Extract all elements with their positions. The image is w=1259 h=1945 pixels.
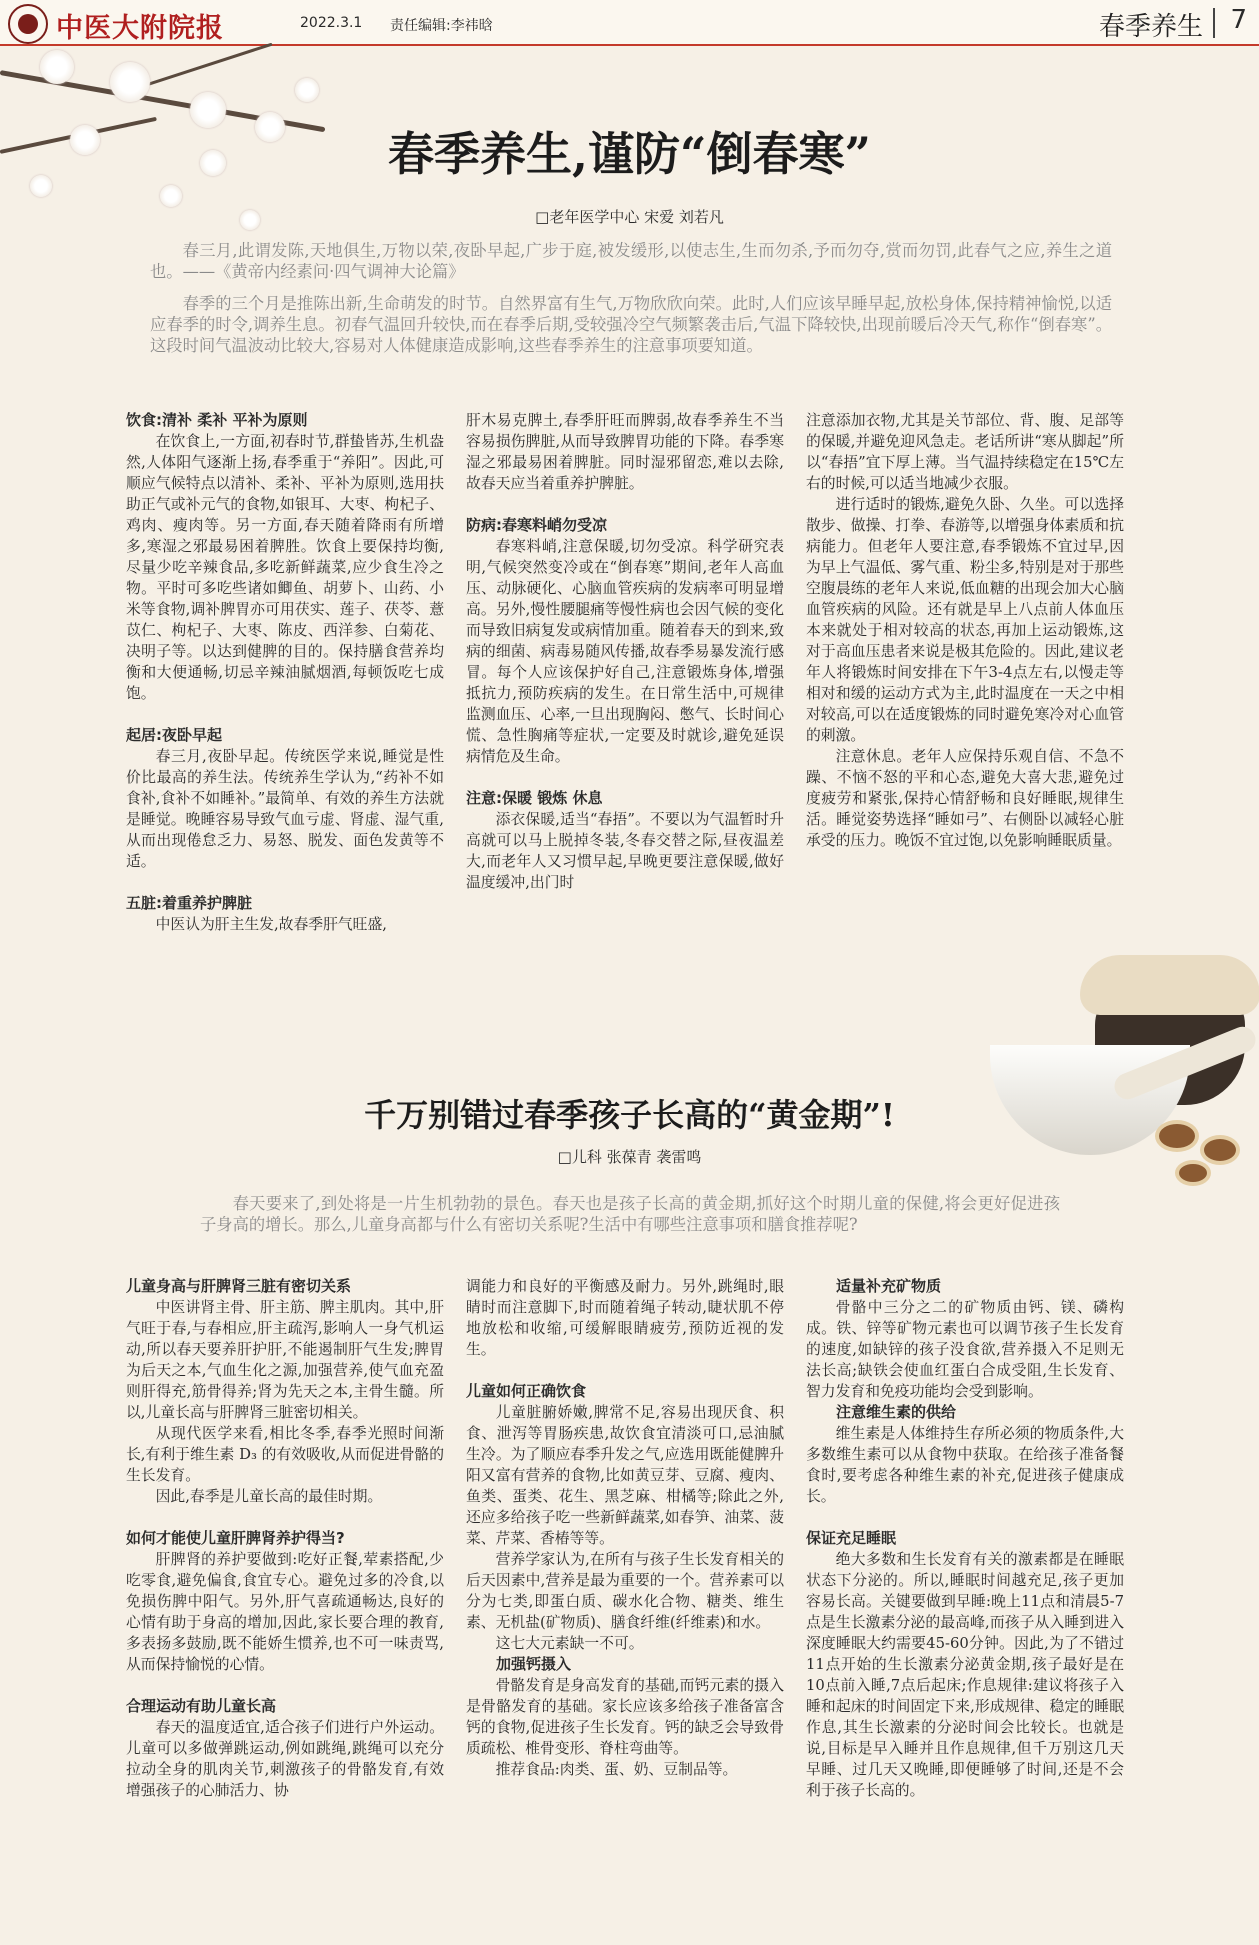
section-heading: 保证充足睡眠: [806, 1529, 897, 1547]
paragraph: 注意休息。老年人应保持乐观自信、不急不躁、不恼不怒的平和心态,避免大喜大悲,避免过度疲劳和紧张,保持心情舒畅和良好睡眠,规律生活。睡觉姿势选择“睡如弓”、右侧卧以减轻心脏承受的压力。晚饭不宜过饱,以免影响睡眠质量。: [806, 748, 1124, 849]
paragraph: 添衣保暖,适当“春捂”。不要以为气温暂时升高就可以马上脱掉冬装,冬春交替之际,昼夜温差大,而老年人又习惯早起,早晚更要注意保暖,做好温度缓冲,出门时: [466, 811, 784, 891]
paragraph: 在饮食上,一方面,初春时节,群蛰皆苏,生机盎然,人体阳气逐渐上扬,春季重于“养阳”。因此,可顺应气候特点以清补、柔补、平补为原则,选用扶助正气或补元气的食物,如银耳、大枣、枸杞子、鸡肉、瘦肉等。另一方面,春天随着降雨有所增多,寒湿之邪最易困着脾胜。饮食上要保持均衡,尽量少吃辛辣食品,多吃新鲜蔬菜,应少食生冷之物。平时可多吃些诸如鲫鱼、胡萝卜、山药、小米等食物,调补脾胃亦可用茯实、莲子、茯苓、薏苡仁、枸杞子、大枣、陈皮、西洋参、白菊花、决明子等。以达到健脾的目的。保持膳食营养均衡和大便通畅,切忌辛辣油腻烟酒,每顿饭吃七成饱。: [126, 433, 444, 702]
spacer: [466, 767, 784, 788]
article-column: [466, 1276, 784, 1780]
article-column: [126, 1276, 444, 1801]
section-heading: 合理运动有助儿童长高: [126, 1697, 277, 1715]
spacer: [126, 1507, 444, 1528]
paragraph: 春寒料峭,注意保暖,切勿受凉。科学研究表明,气候突然变冷或在“倒春寒”期间,老年人高血压、动脉硬化、心脑血管疾病的发病率可明显增高。另外,慢性腰腿痛等慢性病也会因气候的变化而导致旧病复发或病情加重。随着春天的到来,致病的细菌、病毒易随风传播,故春季易暴发流行感冒。每个人应该保护好自己,注意锻炼身体,增强抵抗力,预防疾病的发生。在日常生活中,可规律监测血压、心率,一旦出现胸闷、憋气、长时间心慌、急性胸痛等症状,一定要及时就诊,避免延误病情危及生命。: [466, 538, 784, 765]
sub-heading: 加强钙摄入: [496, 1655, 572, 1673]
section-heading: 如何才能使儿童肝脾肾养护得当?: [126, 1529, 345, 1547]
article-byline: □儿科 张葆青 袭雷鸣: [557, 1148, 702, 1166]
spacer: [806, 1507, 1124, 1528]
editor-credit: 责任编辑:李祎晗: [390, 18, 493, 34]
logo-icon: [8, 4, 48, 44]
paragraph: 推荐食品:肉类、蛋、奶、豆制品等。: [495, 1761, 738, 1778]
spacer: [126, 872, 444, 893]
article-intro-quote: 春三月,此谓发陈,天地俱生,万物以荣,夜卧早起,广步于庭,被发缓形,以使志生,生而勿杀,予而勿夺,赏而勿罚,此春气之应,养生之道也。——《黄帝内经素问·四气调神大论篇》: [150, 241, 1112, 281]
spacer: [466, 1360, 784, 1381]
article-column: [126, 410, 444, 935]
section-heading: 防病:春寒料峭勿受凉: [466, 516, 607, 534]
paragraph: 春三月,夜卧早起。传统医学来说,睡觉是性价比最高的养生法。传统养生学认为,“药补不如食补,食补不如睡补。”最简单、有效的养生方法就是睡觉。晚睡容易导致气血亏虚、肾虚、湿气重,从而出现倦怠乏力、易怒、脱发、面色发黄等不适。: [126, 748, 444, 870]
spacer: [466, 494, 784, 515]
page-number: 7: [1230, 5, 1247, 35]
section-heading: 饮食:清补 柔补 平补为原则: [126, 411, 308, 429]
spacer: [126, 1675, 444, 1696]
page-header: [0, 0, 1259, 46]
article-intro: 春季的三个月是推陈出新,生命萌发的时节。自然界富有生气,万物欣欣向荣。此时,人们应该早睡早起,放松身体,保持精神愉悦,以适应春季的时令,调养生息。初春气温回升较快,而在春季后期,受较强冷空气频繁袭击后,气温下降较快,出现前暖后冷天气,称作“倒春寒”。这段时间气温波动比较大,容易对人体健康造成影响,这些春季养生的注意事项要知道。: [150, 294, 1112, 355]
article-title: 春季养生,谨防“倒春寒”: [388, 127, 871, 181]
issue-date: 2022.3.1: [300, 15, 363, 31]
article-title: 千万别错过春季孩子长高的“黄金期”!: [364, 1096, 895, 1134]
sub-heading: 注意维生素的供给: [836, 1403, 957, 1421]
section-heading: 儿童如何正确饮食: [466, 1382, 587, 1400]
paragraph: 春天的温度适宜,适合孩子们进行户外运动。儿童可以多做弹跳运动,例如跳绳,跳绳可以充分拉动全身的肌肉关节,刺激孩子的骨骼发育,有效增强孩子的心肺活力、协: [126, 1719, 444, 1799]
paragraph: 营养学家认为,在所有与孩子生长发育相关的后天因素中,营养是最为重要的一个。营养素可以分为七类,即蛋白质、碳水化合物、糖类、维生素、无机盐(矿物质)、膳食纤维(纤维素)和水。: [466, 1551, 784, 1631]
article-intro: 春天要来了,到处将是一片生机勃勃的景色。春天也是孩子长高的黄金期,抓好这个时期儿童的保健,将会更好促进孩子身高的增长。那么,儿童身高都与什么有密切关系呢?生活中有哪些注意事项和膳食推荐呢?: [200, 1194, 1060, 1234]
divider: [1213, 8, 1215, 38]
section-heading: 五脏:着重养护脾脏: [126, 894, 252, 912]
masthead: 中医大附院报: [56, 13, 224, 44]
paragraph: 骨骼发育是身高发育的基础,而钙元素的摄入是骨骼发育的基础。家长应该多给孩子准备富含钙的食物,促进孩子生长发育。钙的缺乏会导致骨质疏松、椎骨变形、脊柱弯曲等。: [466, 1677, 784, 1757]
article-column: [806, 410, 1124, 851]
paragraph: 中医认为肝主生发,故春季肝气旺盛,: [155, 916, 387, 933]
section-title: 春季养生: [1098, 12, 1203, 42]
paragraph: 调能力和良好的平衡感及耐力。另外,跳绳时,眼睛时而注意脚下,时而随着绳子转动,睫状肌不停地放松和收缩,可缓解眼睛疲劳,预防近视的发生。: [466, 1278, 784, 1358]
sub-heading: 适量补充矿物质: [836, 1277, 942, 1295]
paragraph: 这七大元素缺一不可。: [495, 1635, 644, 1652]
paragraph: 肝脾肾的养护要做到:吃好正餐,荤素搭配,少吃零食,避免偏食,食宜专心。避免过多的冷食,以免损伤脾中阳气。另外,肝气喜疏通畅达,良好的心情有助于身高的增加,因此,家长要合理的教育,多表扬多鼓励,既不能娇生惯养,也不可一味责骂,从而保持愉悦的心情。: [126, 1551, 444, 1673]
paragraph: 进行适时的锻炼,避免久卧、久坐。可以选择散步、做操、打拳、春游等,以增强身体素质和抗病能力。但老年人要注意,春季锻炼不宜过早,因为早上气温低、雾气重、粉尘多,特别是对于那些空腹晨练的老年人来说,低血糖的出现会加大心脑血管疾病的风险。还有就是早上八点前人体血压本来就处于相对较高的状态,再加上运动锻炼,这对于高血压患者来说是极其危险的。因此,建议老年人将锻炼时间安排在下午3-4点左右,以慢走等相对和缓的运动方式为主,此时温度在一天之中相对较高,可以在适度锻炼的同时避免寒冷对心血管的刺激。: [806, 496, 1124, 744]
paragraph: 维生素是人体维持生存所必须的物质条件,大多数维生素可以从食物中获取。在给孩子准备餐食时,要考虑各种维生素的补充,促进孩子健康成长。: [806, 1425, 1124, 1505]
paragraph: 儿童脏腑娇嫩,脾常不足,容易出现厌食、积食、泄泻等胃肠疾患,故饮食宜清淡可口,忌油腻生冷。为了顺应春季升发之气,应选用既能健脾升阳又富有营养的食物,比如黄豆芽、豆腐、瘦肉、鱼类、蛋类、花生、黑芝麻、柑橘等;除此之外,还应多给孩子吃一些新鲜蔬菜,如春笋、油菜、菠菜、芹菜、香椿等等。: [466, 1404, 784, 1547]
paragraph: 骨骼中三分之二的矿物质由钙、镁、磷构成。铁、锌等矿物元素也可以调节孩子生长发育的速度,如缺锌的孩子没食欲,营养摄入不足则无法长高;缺铁会使血红蛋白合成受阻,生长发育、智力发育和免疫功能均会受到影响。: [806, 1299, 1124, 1400]
section-heading: 起居:夜卧早起: [126, 726, 222, 744]
paragraph: 注意添加衣物,尤其是关节部位、背、腹、足部等的保暖,并避免迎风急走。老话所讲“寒从脚起”所以“春捂”宜下厚上薄。当气温持续稳定在15℃左右的时候,可以适当地减少衣服。: [806, 412, 1124, 492]
article-byline: □老年医学中心 宋爱 刘若凡: [535, 208, 724, 226]
paragraph: 因此,春季是儿童长高的最佳时期。: [155, 1488, 383, 1505]
paragraph: 绝大多数和生长发育有关的激素都是在睡眠状态下分泌的。所以,睡眠时间越充足,孩子更加容易长高。关键要做到早睡:晚上11点和清晨5-7点是生长激素分泌的最高峰,而孩子从入睡到进入深度睡眠大约需要45-60分钟。因此,为了不错过11点开始的生长激素分泌黄金期,孩子最好是在10点前入睡,7点后起床;作息规律:建议将孩子入睡和起床的时间固定下来,形成规律、稳定的睡眠作息,其生长激素的分泌时间会比较长。也就是说,目标是早入睡并且作息规律,但千万别这几天早睡、过几天又晚睡,即便睡够了时间,还是不会利于孩子长高的。: [806, 1551, 1124, 1799]
article-column: [806, 1276, 1124, 1801]
article-column: [466, 410, 784, 893]
section-heading: 儿童身高与肝脾肾三脏有密切关系: [126, 1277, 352, 1295]
section-heading: 注意:保暖 锻炼 休息: [466, 789, 603, 807]
spacer: [126, 704, 444, 725]
paragraph: 肝木易克脾土,春季肝旺而脾弱,故春季养生不当容易损伤脾脏,从而导致脾胃功能的下降。春季寒湿之邪最易困着脾脏。同时湿邪留恋,难以去除,故春天应当着重养护脾脏。: [466, 412, 784, 492]
paragraph: 中医讲肾主骨、肝主筋、脾主肌肉。其中,肝气旺于春,与春相应,肝主疏泻,影响人一身气机运动,所以春天要养肝护肝,不能遏制肝气生发;脾胃为后天之本,气血生化之源,加强营养,使气血充盈则肝得充,筋骨得养;肾为先天之本,主骨生髓。所以,儿童长高与肝脾肾三脏密切相关。: [126, 1299, 444, 1421]
paragraph: 从现代医学来看,相比冬季,春季光照时间渐长,有利于维生素 D₃ 的有效吸收,从而促进骨骼的生长发育。: [126, 1425, 444, 1484]
